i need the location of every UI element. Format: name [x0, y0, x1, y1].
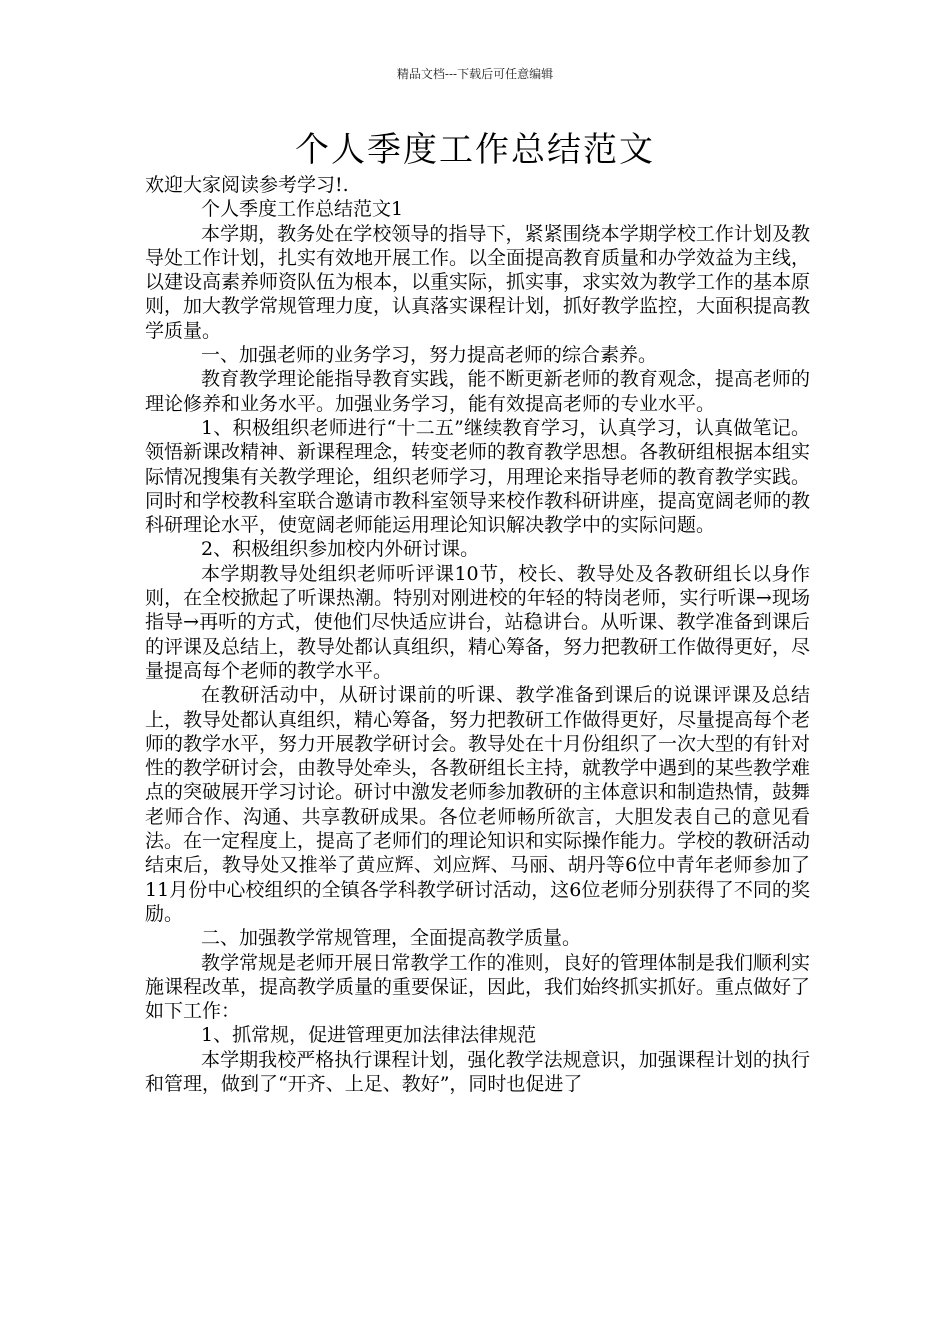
paragraph: 在教研活动中，从研讨课前的听课、教学准备到课后的说课评课及总结上，教导处都认真组织，精心筹备，努力把教研工作做得更好，尽量提高每个老师的教学水平，努力开展教学研讨会。教导处在十月份组织了一次大型的有针对性的教学研讨会，由教导处牵头，各教研组长主持，就教学中遇到的某些教学难点的突破展开学习讨论。研讨中激发老师参加教研的主体意识和制造热情，鼓舞老师合作、沟通、共享教研成果。各位老师畅所欲言，大胆发表自己的意见看法。在一定程度上，提高了老师们的理论知识和实际操作能力。学校的教研活动结束后，教导处又推举了黄应辉、刘应辉、马丽、胡丹等6位中青年老师参加了11月份中心校组织的全镇各学科教学研讨活动，这6位老师分别获得了不同的奖励。 — [145, 684, 811, 925]
page-header: 精品文档---下载后可任意编辑 — [396, 67, 554, 81]
paragraph: 欢迎大家阅读参考学习!. — [145, 174, 349, 196]
paragraph: 教育教学理论能指导教育实践，能不断更新老师的教育观念，提高老师的理论修养和业务水平。加强业务学习，能有效提高老师的专业水平。 — [145, 368, 810, 415]
document-body — [145, 173, 810, 1096]
paragraph: 1、积极组织老师进行“十二五”继续教育学习，认真学习，认真做笔记。领悟新课改精神、新课程理念，转变老师的教育教学思想。各教研组根据本组实际情况搜集有关教学理论，组织老师学习，用理论来指导老师的教育教学实践。同时和学校教科室联合邀请市教科室领导来校作教科研讲座，提高宽阔老师的教科研理论水平，使宽阔老师能运用理论知识解决教学中的实际问题。 — [145, 416, 811, 537]
document-title: 个人季度工作总结范文 — [295, 130, 655, 170]
paragraph: 个人季度工作总结范文1 — [201, 198, 404, 221]
paragraph: 二、加强教学常规管理，全面提高教学质量。 — [201, 927, 582, 950]
paragraph: 2、积极组织参加校内外研讨课。 — [201, 538, 480, 561]
paragraph: 1、抓常规，促进管理更加法律法律规范 — [201, 1024, 537, 1047]
paragraph: 教学常规是老师开展日常教学工作的准则，良好的管理体制是我们顺利实施课程改革，提高教学质量的重要保证，因此，我们始终抓实抓好。重点做好了如下工作： — [145, 951, 811, 1023]
paragraph: 本学期我校严格执行课程计划，强化教学法规意识，加强课程计划的执行和管理，做到了“开齐、上足、教好”，同时也促进了 — [145, 1048, 810, 1095]
paragraph: 本学期教导处组织老师听评课10节，校长、教导处及各教研组长以身作则，在全校掀起了听课热潮。特别对刚进校的年轻的特岗老师，实行听课→现场指导→再听的方式，使他们尽快适应讲台，站稳讲台。从听课、教学准备到课后的评课及总结上，教导处都认真组织，精心筹备，努力把教研工作做得更好，尽量提高每个老师的教学水平。 — [145, 562, 811, 682]
paragraph: 一、加强老师的业务学习，努力提高老师的综合素养。 — [201, 344, 658, 367]
paragraph: 本学期，教务处在学校领导的指导下，紧紧围绕本学期学校工作计划及教导处工作计划，扎实有效地开展工作。以全面提高教育质量和办学效益为主线，以建设高素养师资队伍为根本，以重实际，抓实事，求实效为教学工作的基本原则，加大教学常规管理力度，认真落实课程计划，抓好教学监控，大面积提高教学质量。 — [145, 222, 811, 342]
